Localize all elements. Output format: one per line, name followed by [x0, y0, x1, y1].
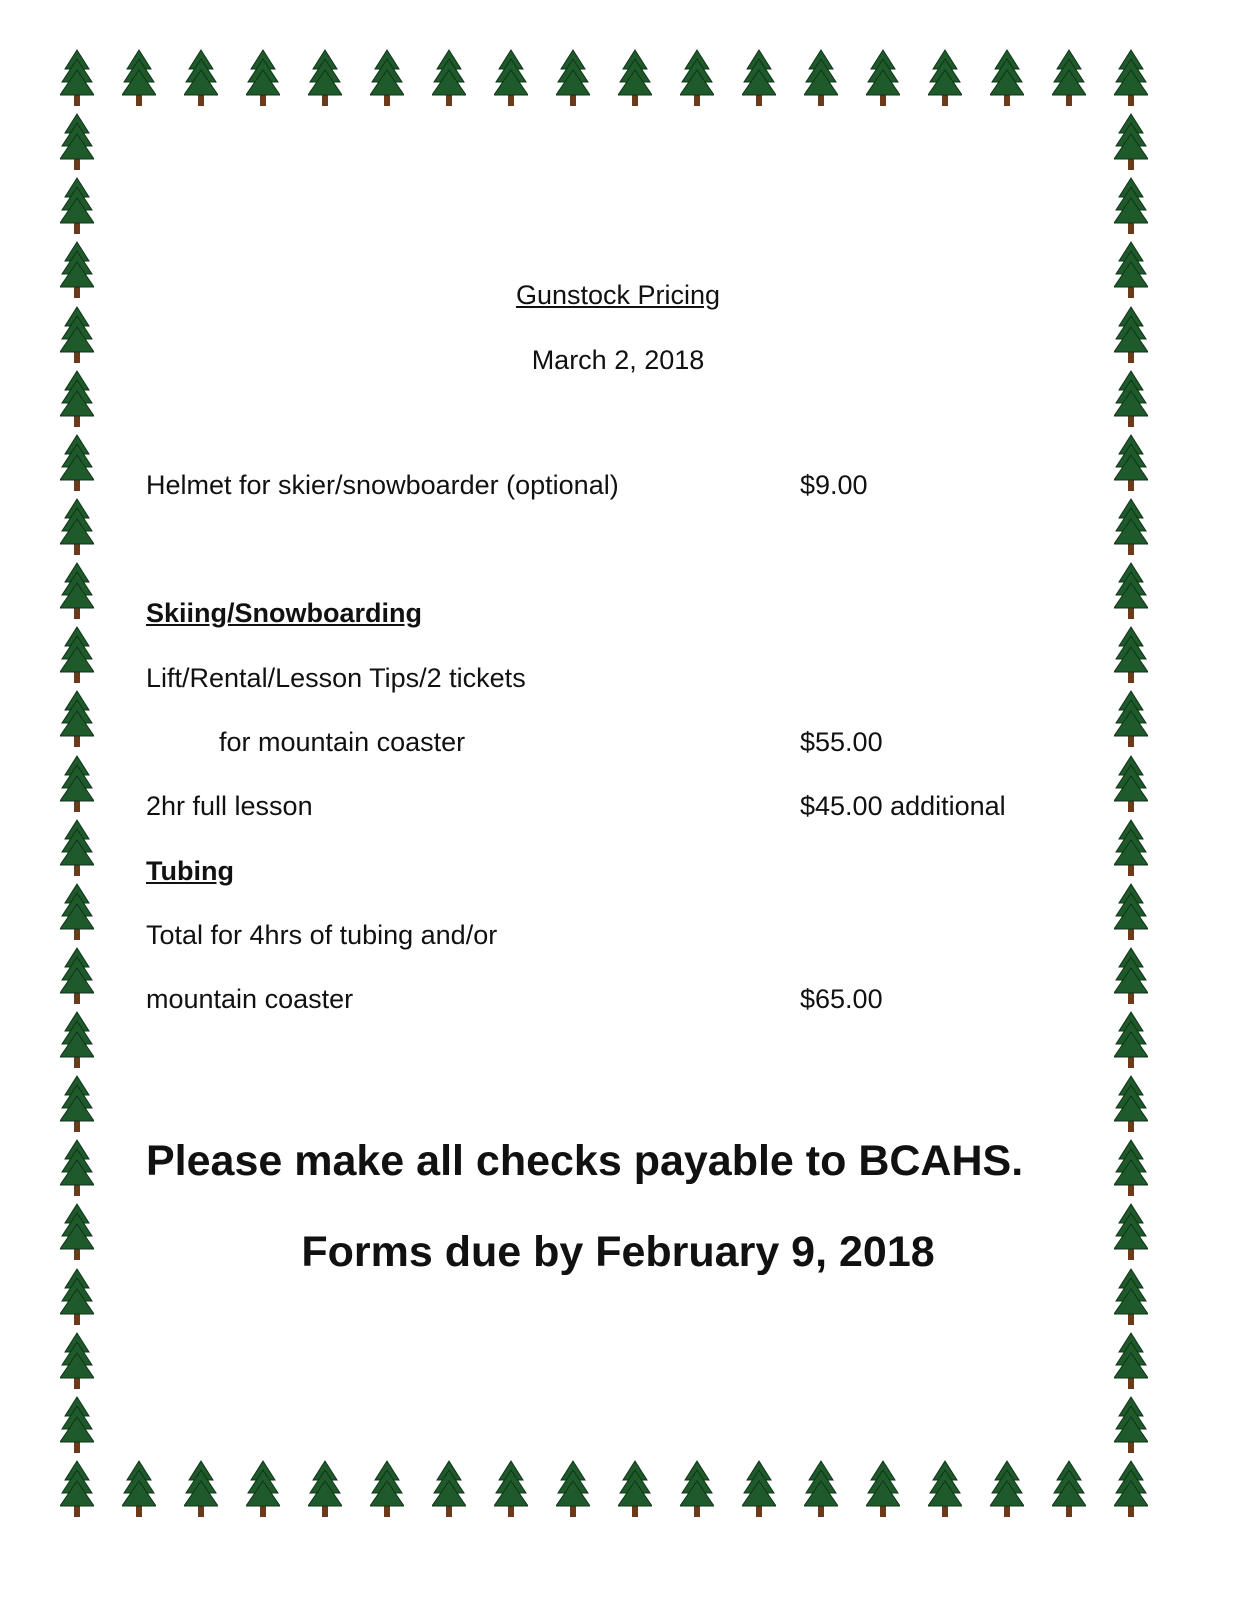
pine-tree-icon — [1114, 1460, 1148, 1518]
lesson-label: 2hr full lesson — [146, 791, 313, 821]
pine-tree-icon — [246, 49, 280, 107]
pine-tree-icon — [60, 1011, 94, 1069]
pine-tree-icon — [60, 113, 94, 171]
pine-tree-icon — [1114, 562, 1148, 620]
pine-tree-icon — [60, 755, 94, 813]
pine-tree-icon — [60, 370, 94, 428]
page-title: Gunstock Pricing — [515, 280, 721, 310]
pine-tree-icon — [1052, 49, 1086, 107]
pine-tree-icon — [1052, 1460, 1086, 1518]
pine-tree-icon — [804, 49, 838, 107]
pine-tree-icon — [618, 49, 652, 107]
pine-tree-icon — [1114, 883, 1148, 941]
skiing-package-line1: Lift/Rental/Lesson Tips/2 tickets — [146, 663, 526, 693]
pine-tree-icon — [432, 49, 466, 107]
pine-tree-icon — [60, 1139, 94, 1197]
pine-tree-icon — [804, 1460, 838, 1518]
pine-tree-icon — [1114, 434, 1148, 492]
pine-tree-icon — [494, 1460, 528, 1518]
pine-tree-icon — [432, 1460, 466, 1518]
pine-tree-icon — [60, 562, 94, 620]
pine-tree-icon — [122, 1460, 156, 1518]
pine-tree-icon — [680, 49, 714, 107]
tubing-line2: mountain coaster — [146, 984, 354, 1014]
tubing-heading: Tubing — [146, 856, 234, 886]
pine-tree-icon — [1114, 177, 1148, 235]
lesson-price: $45.00 additional — [800, 791, 1006, 821]
pine-tree-icon — [1114, 113, 1148, 171]
pine-tree-icon — [1114, 49, 1148, 107]
pine-tree-icon — [1114, 947, 1148, 1005]
pine-tree-icon — [308, 49, 342, 107]
tubing-line1: Total for 4hrs of tubing and/or — [146, 920, 498, 950]
pine-tree-icon — [680, 1460, 714, 1518]
skiing-heading: Skiing/Snowboarding — [146, 598, 422, 628]
pine-tree-icon — [60, 883, 94, 941]
pine-tree-icon — [1114, 1075, 1148, 1133]
pine-tree-icon — [990, 1460, 1024, 1518]
helmet-label: Helmet for skier/snowboarder (optional) — [146, 470, 619, 500]
pine-tree-icon — [1114, 626, 1148, 684]
pine-tree-icon — [370, 1460, 404, 1518]
pine-tree-icon — [60, 819, 94, 877]
pine-tree-icon — [1114, 1332, 1148, 1390]
pine-tree-icon — [1114, 1011, 1148, 1069]
pine-tree-icon — [60, 434, 94, 492]
pine-tree-icon — [184, 1460, 218, 1518]
pine-tree-icon — [494, 49, 528, 107]
pine-tree-icon — [60, 1460, 94, 1518]
pine-tree-icon — [122, 49, 156, 107]
pine-tree-icon — [246, 1460, 280, 1518]
pine-tree-icon — [1114, 755, 1148, 813]
pine-tree-icon — [60, 49, 94, 107]
pine-tree-icon — [928, 1460, 962, 1518]
pine-tree-icon — [1114, 1396, 1148, 1454]
pine-tree-icon — [1114, 819, 1148, 877]
pine-tree-icon — [1114, 1139, 1148, 1197]
pine-tree-icon — [866, 49, 900, 107]
pine-tree-icon — [308, 1460, 342, 1518]
pine-tree-icon — [60, 947, 94, 1005]
pine-tree-icon — [184, 49, 218, 107]
pine-tree-icon — [60, 1396, 94, 1454]
pine-tree-icon — [928, 49, 962, 107]
pine-tree-icon — [1114, 690, 1148, 748]
pine-tree-icon — [60, 177, 94, 235]
pine-tree-icon — [60, 690, 94, 748]
pine-tree-icon — [1114, 370, 1148, 428]
helmet-price: $9.00 — [800, 470, 868, 500]
pine-tree-icon — [60, 1332, 94, 1390]
pine-tree-icon — [60, 626, 94, 684]
pine-tree-icon — [742, 1460, 776, 1518]
tubing-price: $65.00 — [800, 984, 883, 1014]
pine-tree-icon — [990, 49, 1024, 107]
pine-tree-icon — [370, 49, 404, 107]
pine-tree-icon — [60, 498, 94, 556]
pine-tree-icon — [742, 49, 776, 107]
pine-tree-icon — [556, 1460, 590, 1518]
pine-tree-icon — [618, 1460, 652, 1518]
skiing-package-line2: for mountain coaster — [219, 727, 466, 757]
page-date: March 2, 2018 — [531, 345, 705, 375]
pine-tree-icon — [866, 1460, 900, 1518]
pine-tree-icon — [556, 49, 590, 107]
skiing-package-price: $55.00 — [800, 727, 883, 757]
checks-notice: Please make all checks payable to BCAHS. — [146, 1137, 1024, 1185]
forms-due-notice: Forms due by February 9, 2018 — [301, 1228, 935, 1276]
pine-tree-icon — [60, 1075, 94, 1133]
pine-tree-icon — [1114, 498, 1148, 556]
